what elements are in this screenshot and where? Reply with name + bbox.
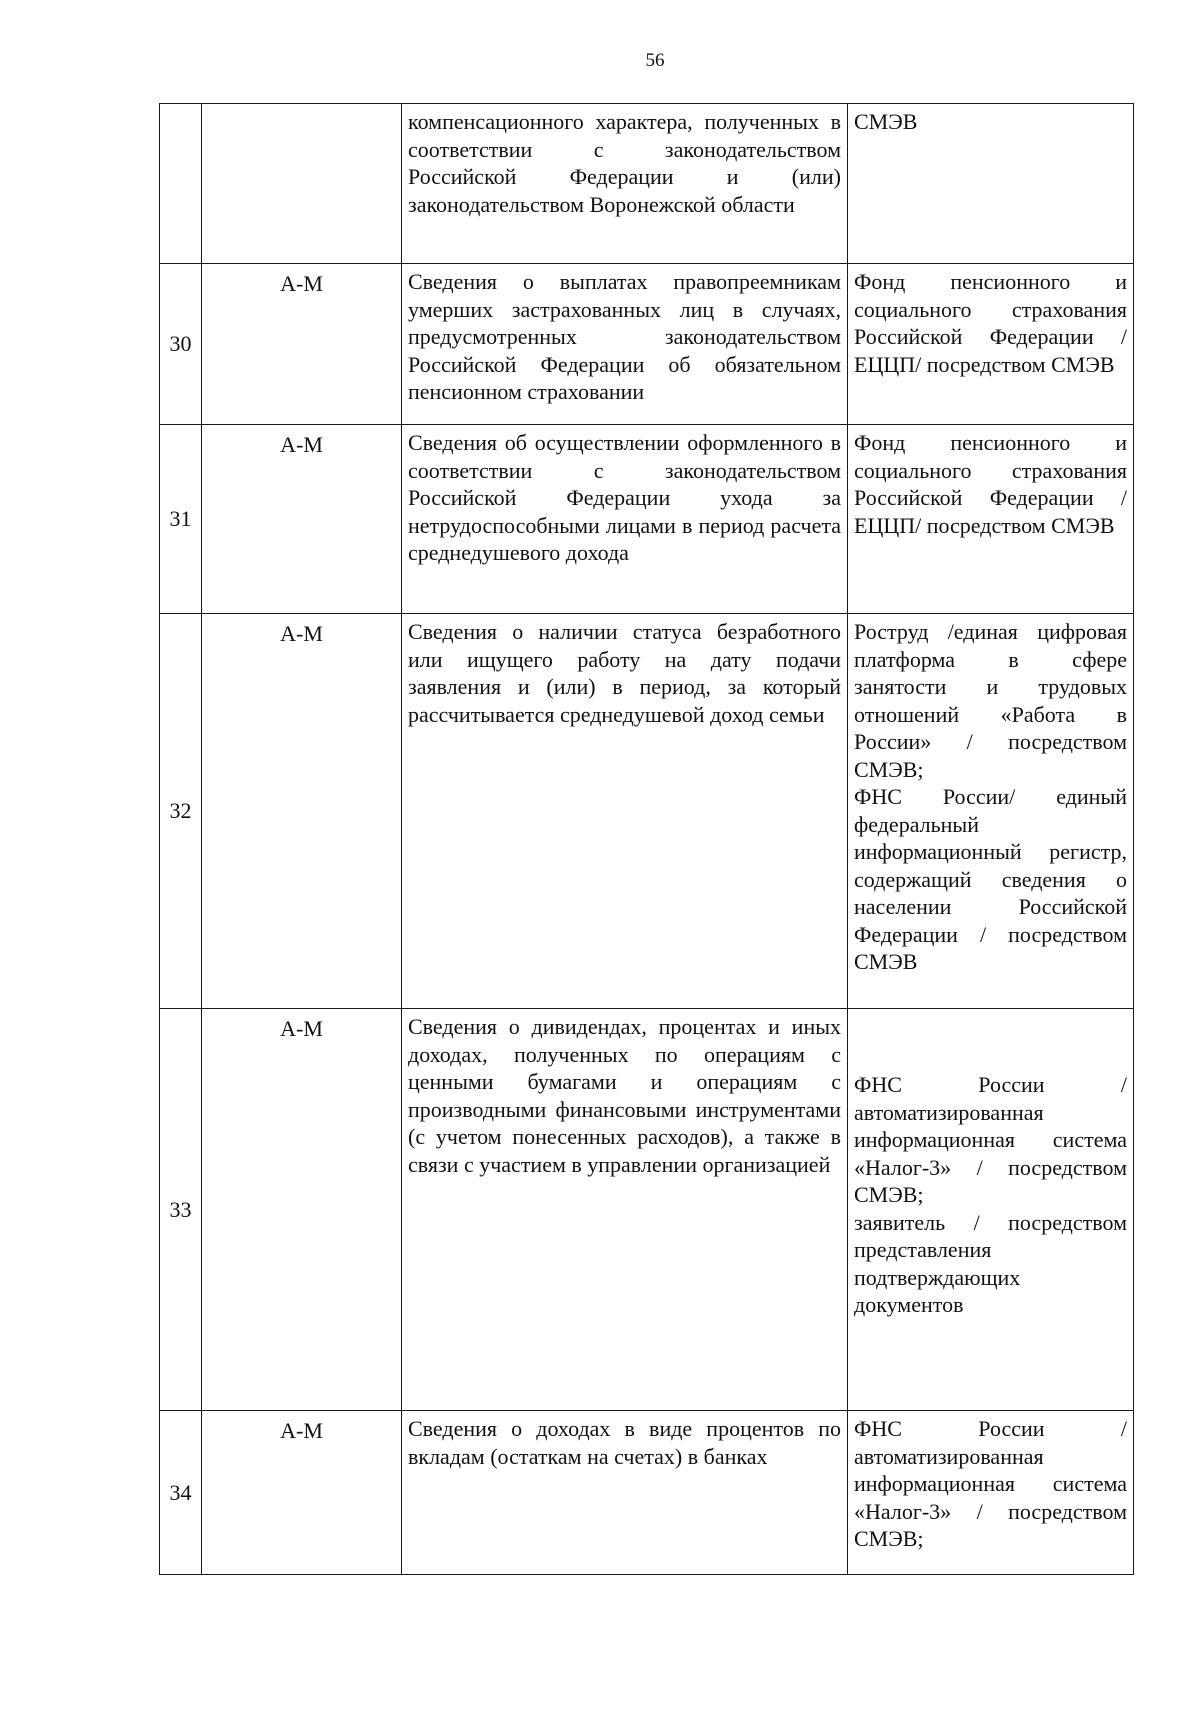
row-code: А-М [202,1411,402,1575]
source-entry: заявитель / посредством представления подтверждающих документов [854,1209,1127,1317]
row-code: А-М [202,425,402,614]
source-entry: ФНС России/ единый федеральный информационный регистр, содержащий сведения о населении Российской Федерации / посредством СМЭВ [854,784,1127,974]
row-number: 33 [160,1009,202,1411]
table-row [160,1009,1134,1411]
row-number: 30 [160,264,202,425]
row-source [848,1009,1134,1411]
row-code: А-М [202,614,402,1009]
source-entry: СМЭВ [854,109,918,134]
row-number: 34 [160,1411,202,1575]
table-row [160,614,1134,1009]
row-code: А-М [202,264,402,425]
source-entry: ФНС России / автоматизированная информационная система «Налог-3» / посредством СМЭВ; [854,1416,1127,1551]
row-description: Сведения о дивидендах, процентах и иных доходах, полученных по операциям с ценными бумагами и операциям с производными финансовыми инструментами (с учетом понесенных расходов), а также в связи с участием в управлении организацией [402,1009,848,1411]
row-number: 32 [160,614,202,1009]
table-row [160,425,1134,614]
row-description: Сведения о выплатах правопреемникам умерших застрахованных лиц в случаях, предусмотренных законодательством Российской Федерации об обязательном пенсионном страховании [402,264,848,425]
row-code [202,104,402,264]
source-entry: Фонд пенсионного и социального страхования Российской Федерации / ЕЦЦП/ посредством СМЭВ [854,430,1127,538]
row-description: компенсационного характера, полученных в соответствии с законодательством Российской Федерации и (или) законодательством Воронежской области [402,104,848,264]
source-entry: Роструд /единая цифровая платформа в сфере занятости и трудовых отношений «Работа в России» / посредством СМЭВ; [854,619,1127,782]
row-description: Сведения о наличии статуса безработного или ищущего работу на дату подачи заявления и (или) в период, за который рассчитывается среднедушевой доход семьи [402,614,848,1009]
row-number: 31 [160,425,202,614]
source-entry: ФНС России / автоматизированная информационная система «Налог-3» / посредством СМЭВ; [854,1072,1127,1207]
row-code: А-М [202,1009,402,1411]
row-source [848,264,1134,425]
row-source [848,425,1134,614]
row-description: Сведения о доходах в виде процентов по вкладам (остаткам на счетах) в банках [402,1411,848,1575]
row-source [848,1411,1134,1575]
row-source [848,104,1134,264]
page-number: 56 [645,50,665,71]
row-description: Сведения об осуществлении оформленного в соответствии с законодательством Российской Федерации ухода за нетрудоспособными лицами в период расчета среднедушевого дохода [402,425,848,614]
table-row [160,264,1134,425]
table-row [160,1411,1134,1575]
row-number [160,104,202,264]
row-source [848,614,1134,1009]
table-row [160,104,1134,264]
source-entry: Фонд пенсионного и социального страхования Российской Федерации / ЕЦЦП/ посредством СМЭВ [854,269,1127,377]
data-table [159,103,1134,1575]
source-spacer [854,1013,1127,1071]
